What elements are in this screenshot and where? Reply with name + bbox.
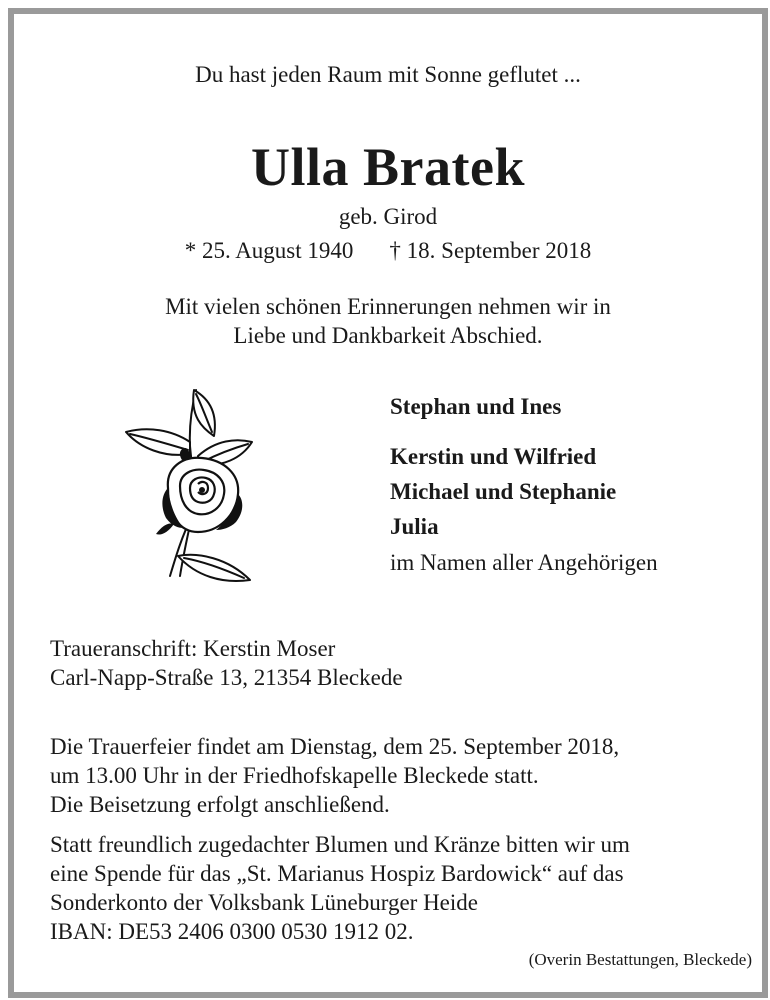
life-dates [14, 238, 762, 264]
notice-frame [8, 8, 768, 998]
motto: Du hast jeden Raum mit Sonne geflutet ... [195, 62, 581, 87]
mourner-line: Julia [390, 514, 439, 539]
birth-name: geb. Girod [338, 204, 438, 229]
mourner-line: Stephan und Ines [390, 394, 562, 419]
service-line: Die Beisetzung erfolgt anschließend. [50, 792, 390, 817]
birth-date: * 25. August 1940 [184, 238, 354, 263]
service-line: Die Trauerfeier findet am Dienstag, dem 25. September 2018, [50, 734, 620, 759]
mourner-line: Kerstin und Wilfried [390, 444, 597, 469]
mourner-line: Michael und Stephanie [390, 479, 617, 504]
service-line: um 13.00 Uhr in der Friedhofskapelle Bleckede statt. [50, 763, 539, 788]
funeral-home-credit: (Overin Bestattungen, Bleckede) [528, 950, 752, 969]
farewell-line: Mit vielen schönen Erinnerungen nehmen wir in [165, 294, 611, 319]
donation-line: IBAN: DE53 2406 0300 0530 1912 02. [50, 919, 414, 944]
mourners-closing: im Namen aller Angehörigen [390, 550, 658, 575]
mourning-address [50, 634, 403, 692]
rose-icon [118, 376, 264, 592]
farewell-text [14, 292, 762, 350]
donation-line: Sonderkonto der Volksbank Lüneburger Heide [50, 890, 478, 915]
deceased-name: Ulla Bratek [251, 137, 525, 197]
service-info [50, 732, 619, 819]
donation-info [50, 830, 630, 946]
donation-line: Statt freundlich zugedachter Blumen und Kränze bitten wir um [50, 832, 630, 857]
address-street-line: Carl-Napp-Straße 13, 21354 Bleckede [50, 665, 403, 690]
address-label-line: Traueranschrift: Kerstin Moser [50, 636, 336, 661]
donation-line: eine Spende für das „St. Marianus Hospiz Bardowick“ auf das [50, 861, 624, 886]
death-date: † 18. September 2018 [389, 238, 592, 263]
farewell-line: Liebe und Dankbarkeit Abschied. [233, 323, 543, 348]
